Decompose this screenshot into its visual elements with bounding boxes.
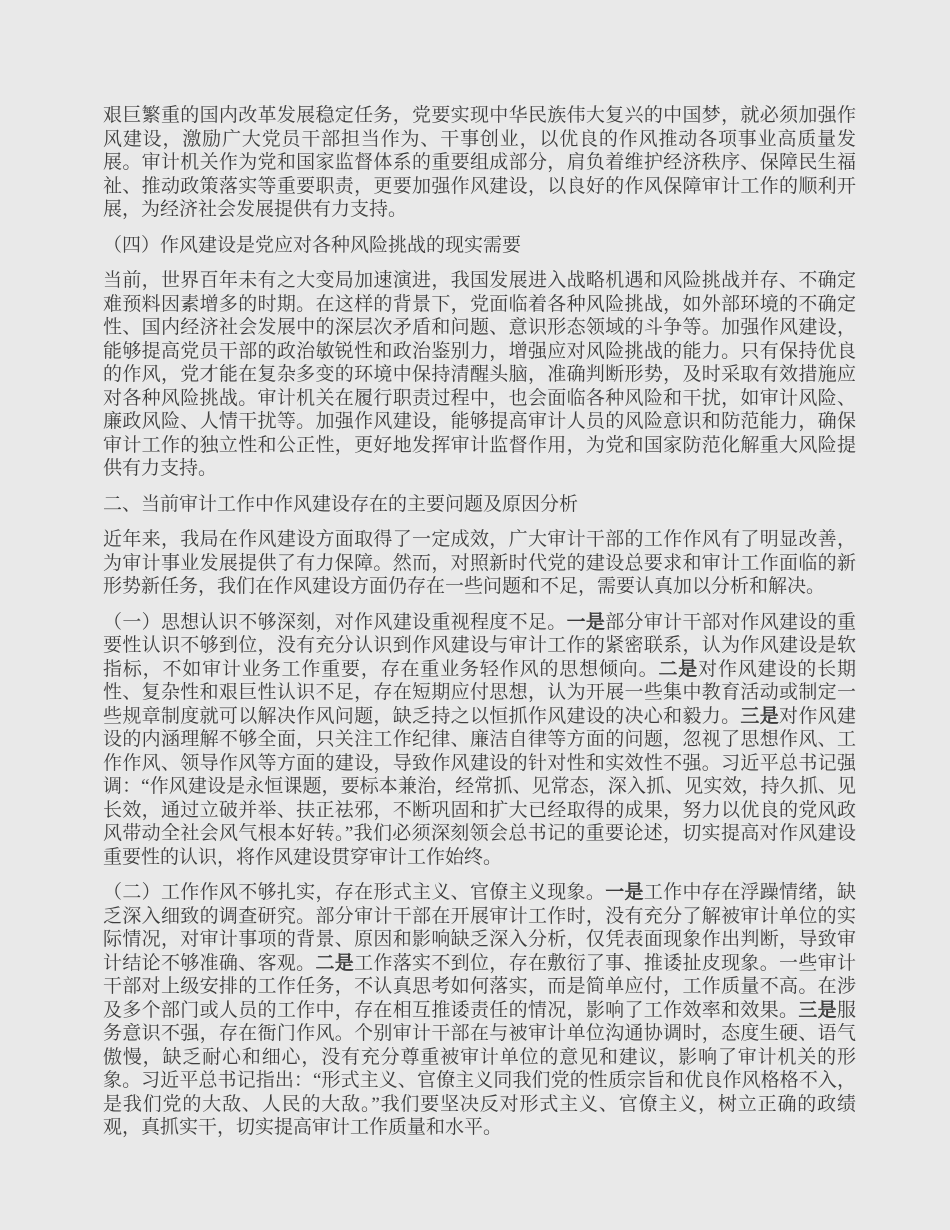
paragraph-work-style-importance: 艰巨繁重的国内改革发展稳定任务，党要实现中华民族伟大复兴的中国梦，就必须加强作风建设，激励广大党员干部担当作为、干事创业，以优良的作风推动各项事业高质量发展。审计机关作为党和国家监督体系的重要组成部分，肩负着维护经济秩序、保障民生福祉、推动政策落实等重要职责，更要加强作风建设，以良好的作风保障审计工作的顺利开展，为经济社会发展提供有力支持。: [103, 105, 856, 220]
paragraph-problem-one: [103, 611, 856, 870]
text-run: 部分审计干部对作风建设的重要性认识不够到位，没有充分认识到作风建设与审计工作的紧密联系，认为作风建设是软指标，不如审计业务工作重要，存在重业务轻作风的思想倾向。: [103, 611, 856, 680]
text-run: 对作风建设的长期性、复杂性和艰巨性认识不足，存在短期应付思想，认为开展一些集中教育活动或制定一些规章制度就可以解决作风问题，缺乏持之以恒抓作风建设的决心和毅力。: [103, 658, 856, 727]
text-run: 服务意识不强，存在衙门作风。个别审计干部在与被审计单位沟通协调时，态度生硬、语气傲慢，缺乏耐心和细心，没有充分尊重被审计单位的意见和建议，影响了审计机关的形象。习近平总书记指出：“形式主义、官僚主义同我们党的性质宗旨和优良作风格格不入，是我们党的大敌、人民的大敌。”我们要坚决反对形式主义、官僚主义，树立正确的政绩观，真抓实干，切实提高审计工作质量和水平。: [103, 999, 856, 1138]
bold-marker-second: 二是: [315, 952, 355, 974]
text-run: （二）工作作风不够扎实，存在形式主义、官僚主义现象。: [103, 882, 606, 903]
text-run: 工作落实不到位，存在敷衍了事、推诿扯皮现象。一些审计干部对上级安排的工作任务，不认真思考如何落实，而是简单应付，工作质量不高。在涉及多个部门或人员的工作中，存在相互推诿责任的情况，影响了工作效率和效果。: [103, 952, 856, 1021]
document-body: [103, 104, 856, 1140]
bold-marker-third: 三是: [740, 705, 780, 727]
text-run: （一）思想认识不够深刻，对作风建设重视程度不足。: [103, 611, 567, 633]
paragraph-problem-two: [103, 881, 856, 1140]
bold-marker-second: 二是: [658, 658, 699, 680]
text-run: 对作风建设的内涵理解不够全面，只关注工作纪律、廉洁自律等方面的问题，忽视了思想作风、工作作风、领导作风等方面的建设，导致作风建设的针对性和实效性不强。习近平总书记强调：“作风建设是永恒课题，要标本兼治，经常抓、见常态，深入抓、见实效，持久抓、见长效，通过立破并举、扶正祛邪，不断巩固和扩大已经取得的成果，努力以优良的党风政风带动全社会风气根本好转。”我们必须深刻领会总书记的重要论述，切实提高对作风建设重要性的认识，将作风建设贯穿审计工作始终。: [103, 705, 856, 868]
paragraph-risk-challenges: 当前，世界百年未有之大变局加速演进，我国发展进入战略机遇和风险挑战并存、不确定难预料因素增多的时期。在这样的背景下，党面临着各种风险挑战，如外部环境的不确定性、国内经济社会发展中的深层次矛盾和问题、意识形态领域的斗争等。加强作风建设，能够提高党员干部的政治敏锐性和政治鉴别力，增强应对风险挑战的能力。只有保持优良的作风，党才能在复杂多变的环境中保持清醒头脑，准确判断形势，及时采取有效措施应对各种风险挑战。审计机关在履行职责过程中，也会面临各种风险和干扰，如审计风险、廉政风险、人情干扰等。加强作风建设，能够提高审计人员的风险意识和防范能力，确保审计工作的独立性和公正性，更好地发挥审计监督作用，为党和国家防范化解重大风险提供有力支持。: [103, 270, 856, 479]
heading-section-four: （四）作风建设是党应对各种风险挑战的现实需要: [103, 234, 522, 256]
bold-marker-third: 三是: [798, 999, 837, 1021]
paragraph-problems-overview: 近年来，我局在作风建设方面取得了一定成效，广大审计干部的工作作风有了明显改善，为审计事业发展提供了有力保障。然而，对照新时代党的建设总要求和审计工作面临的新形势新任务，我们在作风建设方面仍存在一些问题和不足，需要认真加以分析和解决。: [103, 529, 856, 597]
bold-marker-first: 一是: [566, 611, 606, 633]
text-run: 工作中存在浮躁情绪，缺乏深入细致的调查研究。部分审计干部在开展审计工作时，没有充分了解被审计单位的实际情况，对审计事项的背景、原因和影响缺乏深入分析，仅凭表面现象作出判断，导致审计结论不够准确、客观。: [103, 882, 856, 974]
heading-part-two: 二、当前审计工作中作风建设存在的主要问题及原因分析: [103, 493, 579, 515]
bold-marker-first: 一是: [605, 882, 644, 903]
